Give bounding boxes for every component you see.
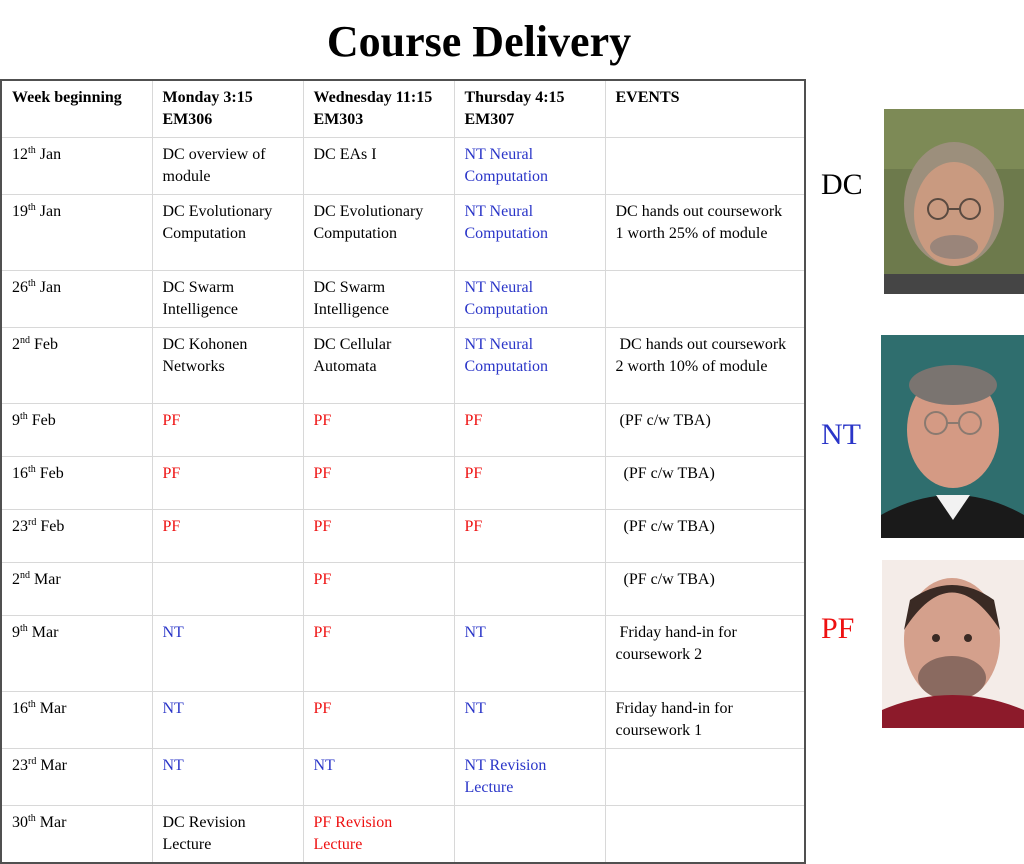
header-events: EVENTS (605, 80, 805, 138)
wed-cell: DC Cellular Automata (303, 328, 454, 404)
week-cell (1, 616, 152, 692)
nt-portrait-image (881, 335, 1024, 538)
week-day: 30 (12, 814, 28, 831)
thu-cell: NT (454, 616, 605, 692)
events-cell: DC hands out coursework 2 worth 10% of module (605, 328, 805, 404)
week-cell (1, 563, 152, 616)
events-cell: (PF c/w TBA) (605, 404, 805, 457)
table-row (1, 563, 805, 616)
events-cell: Friday hand-in for coursework 1 (605, 692, 805, 749)
dc-initials: DC (821, 168, 863, 201)
table-row (1, 749, 805, 806)
week-day-suffix: th (28, 699, 36, 710)
mon-cell: PF (152, 404, 303, 457)
pf-label (821, 612, 854, 646)
week-cell (1, 404, 152, 457)
table-header-row (1, 80, 805, 138)
week-day-suffix: rd (28, 517, 37, 528)
week-day: 23 (12, 757, 28, 774)
wed-cell: PF (303, 563, 454, 616)
table-row (1, 138, 805, 195)
wed-cell: PF Revision Lecture (303, 806, 454, 864)
wed-cell: PF (303, 616, 454, 692)
week-cell (1, 806, 152, 864)
week-day-suffix: rd (28, 756, 37, 767)
week-day: 9 (12, 624, 20, 641)
wed-cell: NT (303, 749, 454, 806)
table-row (1, 616, 805, 692)
mon-cell: DC Kohonen Networks (152, 328, 303, 404)
mon-cell: NT (152, 692, 303, 749)
thu-cell: PF (454, 457, 605, 510)
thu-cell: PF (454, 404, 605, 457)
thu-cell (454, 563, 605, 616)
week-month: Feb (39, 465, 64, 482)
header-monday: Monday 3:15 EM306 (152, 80, 303, 138)
dc-portrait-image (884, 109, 1024, 294)
table-row (1, 457, 805, 510)
pf-initials: PF (821, 612, 855, 645)
thu-cell: NT Neural Computation (454, 195, 605, 271)
wed-cell: DC EAs I (303, 138, 454, 195)
week-month: Feb (31, 412, 56, 429)
week-day: 23 (12, 518, 28, 535)
week-month: Feb (34, 336, 58, 353)
week-day-suffix: th (28, 202, 36, 213)
week-cell (1, 195, 152, 271)
week-cell (1, 457, 152, 510)
week-day-suffix: th (20, 411, 28, 422)
week-day: 19 (12, 203, 28, 220)
week-day-suffix: th (28, 813, 36, 824)
wed-cell: DC Swarm Intelligence (303, 271, 454, 328)
dc-label (821, 168, 863, 202)
table-row (1, 195, 805, 271)
mon-cell: DC overview of module (152, 138, 303, 195)
thu-cell: NT (454, 692, 605, 749)
week-day: 16 (12, 700, 28, 717)
events-cell: Friday hand-in for coursework 2 (605, 616, 805, 692)
events-cell: DC hands out coursework 1 worth 25% of module (605, 195, 805, 271)
header-week: Week beginning (1, 80, 152, 138)
week-month: Mar (34, 571, 61, 588)
thu-cell: NT Revision Lecture (454, 749, 605, 806)
week-month: Feb (40, 518, 65, 535)
week-day: 12 (12, 146, 28, 163)
mon-cell: PF (152, 457, 303, 510)
thu-cell (454, 806, 605, 864)
events-cell (605, 271, 805, 328)
table-row (1, 404, 805, 457)
mon-cell: DC Revision Lecture (152, 806, 303, 864)
header-thursday: Thursday 4:15 EM307 (454, 80, 605, 138)
week-day-suffix: th (28, 464, 36, 475)
wed-cell: PF (303, 404, 454, 457)
week-cell (1, 328, 152, 404)
week-month: Mar (39, 814, 67, 831)
mon-cell: PF (152, 510, 303, 563)
wed-cell: PF (303, 457, 454, 510)
mon-cell: DC Evolutionary Computation (152, 195, 303, 271)
nt-photo (881, 335, 1024, 538)
week-cell (1, 692, 152, 749)
week-month: Jan (39, 146, 62, 163)
nt-label (821, 418, 861, 452)
mon-cell (152, 563, 303, 616)
thu-cell: NT Neural Computation (454, 138, 605, 195)
nt-initials: NT (821, 418, 861, 451)
week-day-suffix: th (28, 145, 36, 156)
events-cell (605, 749, 805, 806)
events-cell (605, 138, 805, 195)
mon-cell: DC Swarm Intelligence (152, 271, 303, 328)
week-day: 26 (12, 279, 28, 296)
week-month: Mar (39, 700, 67, 717)
table-row (1, 692, 805, 749)
week-cell (1, 271, 152, 328)
table-row (1, 806, 805, 864)
pf-photo (882, 560, 1024, 728)
week-month: Jan (39, 279, 62, 296)
pf-portrait-image (882, 560, 1024, 728)
week-day: 9 (12, 412, 20, 429)
table-row (1, 271, 805, 328)
schedule-table (0, 79, 806, 864)
week-day-suffix: th (20, 623, 28, 634)
mon-cell: NT (152, 749, 303, 806)
mon-cell: NT (152, 616, 303, 692)
events-cell: (PF c/w TBA) (605, 563, 805, 616)
thu-cell: PF (454, 510, 605, 563)
week-day-suffix: nd (20, 570, 30, 581)
dc-photo (884, 109, 1024, 294)
week-cell (1, 138, 152, 195)
page-title: Course Delivery (326, 17, 632, 66)
week-month: Mar (31, 624, 59, 641)
events-cell (605, 806, 805, 864)
thu-cell: NT Neural Computation (454, 271, 605, 328)
week-day-suffix: nd (20, 335, 30, 346)
events-cell: (PF c/w TBA) (605, 457, 805, 510)
wed-cell: DC Evolutionary Computation (303, 195, 454, 271)
table-row (1, 510, 805, 563)
wed-cell: PF (303, 692, 454, 749)
week-day: 2 (12, 336, 20, 353)
week-day: 2 (12, 571, 20, 588)
week-day-suffix: th (28, 278, 36, 289)
week-cell (1, 510, 152, 563)
week-day: 16 (12, 465, 28, 482)
header-wednesday: Wednesday 11:15 EM303 (303, 80, 454, 138)
events-cell: (PF c/w TBA) (605, 510, 805, 563)
thu-cell: NT Neural Computation (454, 328, 605, 404)
week-month: Jan (39, 203, 62, 220)
schedule-body (1, 138, 805, 864)
week-month: Mar (40, 757, 67, 774)
wed-cell: PF (303, 510, 454, 563)
week-cell (1, 749, 152, 806)
table-row (1, 328, 805, 404)
